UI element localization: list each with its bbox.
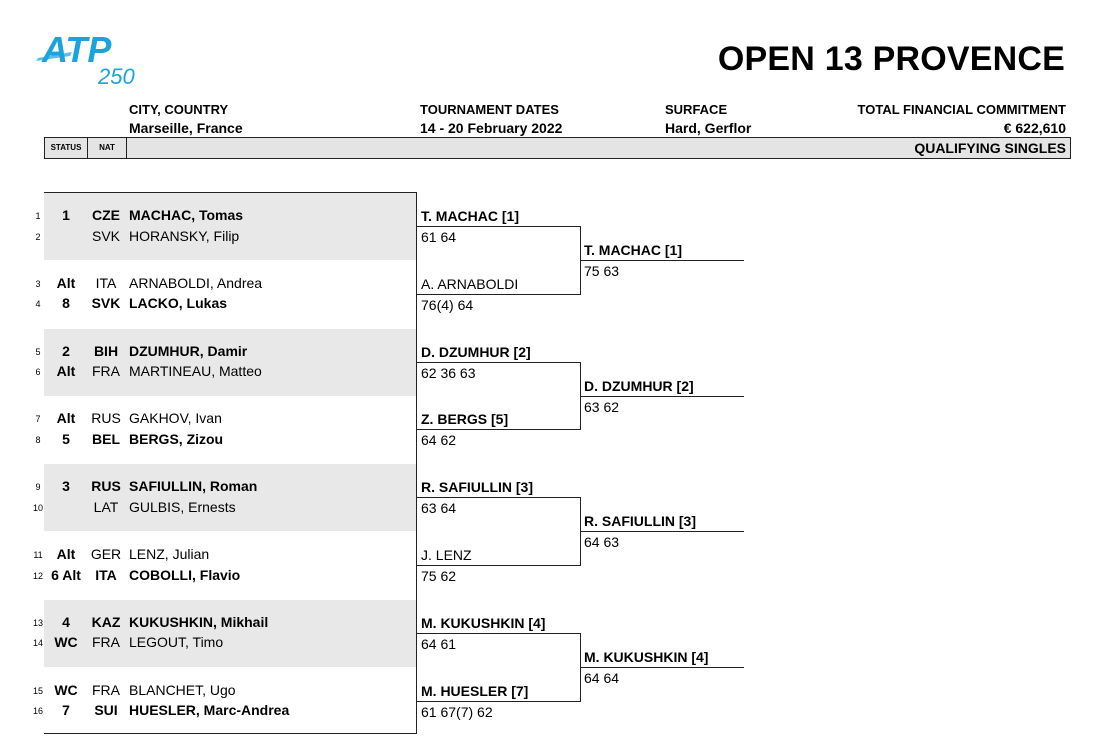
- logo-main-text: ATP: [42, 29, 112, 70]
- draw-position: 12: [32, 570, 43, 581]
- player-name: ARNABOLDI, Andrea: [129, 274, 263, 291]
- player-status: Alt: [56, 274, 76, 291]
- draw-position: 10: [32, 502, 43, 513]
- player-nationality: SUI: [94, 702, 118, 719]
- draw-position: 1: [35, 211, 41, 221]
- player-status: 4: [62, 613, 70, 630]
- round1-winner: A. ARNABOLDI: [421, 275, 519, 292]
- draw-position: 2: [35, 231, 41, 242]
- round1-line: [417, 294, 581, 295]
- player-status: Alt: [56, 410, 76, 427]
- commitment-label: TOTAL FINANCIAL COMMITMENT: [857, 102, 1066, 117]
- player-name: MACHAC, Tomas: [129, 207, 244, 223]
- player-name: LEGOUT, Timo: [129, 634, 224, 651]
- round1-winner: M. KUKUSHKIN [4]: [421, 614, 546, 631]
- status-column-header: STATUS: [45, 138, 88, 158]
- round1-line: [417, 565, 581, 566]
- city-label: CITY, COUNTRY: [129, 102, 229, 117]
- draw-top-line: [44, 192, 417, 193]
- tournament-title: OPEN 13 PROVENCE: [717, 40, 1065, 78]
- player-nationality: LAT: [93, 498, 119, 515]
- round1-score: 64 62: [421, 432, 457, 449]
- round1-score: 76(4) 64: [421, 296, 474, 313]
- round1-score: 61 67(7) 62: [421, 703, 493, 720]
- player-name: HUESLER, Marc-Andrea: [129, 702, 290, 719]
- logo-sub-text: 250: [98, 64, 135, 89]
- round2-winner: T. MACHAC [1]: [584, 242, 682, 258]
- round1-winner: J. LENZ: [421, 547, 472, 563]
- round1-line: [417, 701, 581, 702]
- player-nationality: BIH: [93, 342, 119, 359]
- nat-column-header: NAT: [88, 138, 127, 158]
- city-value: Marseille, France: [129, 120, 243, 136]
- atp-250-logo: [32, 28, 154, 90]
- dates-label: TOURNAMENT DATES: [420, 102, 559, 117]
- player-name: BERGS, Zizou: [129, 430, 224, 447]
- player-status: 5: [62, 430, 70, 447]
- player-nationality: FRA: [92, 634, 120, 651]
- shaded-band: [44, 329, 416, 396]
- player-name: BLANCHET, Ugo: [129, 681, 236, 698]
- round2-score: 75 63: [584, 263, 620, 279]
- player-name: LENZ, Julian: [129, 546, 210, 562]
- draw-position: 15: [32, 685, 43, 696]
- draw-position: 7: [35, 414, 41, 425]
- player-status: Alt: [56, 363, 76, 380]
- player-nationality: ITA: [95, 274, 117, 291]
- player-name: KUKUSHKIN, Mikhail: [129, 613, 269, 630]
- round2-winner: M. KUKUSHKIN [4]: [584, 648, 709, 665]
- round1-winner: T. MACHAC [1]: [421, 208, 519, 224]
- round1-score: 61 64: [421, 229, 457, 245]
- round1-winner: D. DZUMHUR [2]: [421, 343, 531, 360]
- player-nationality: SVK: [91, 227, 120, 244]
- round2-score: 63 62: [584, 398, 620, 415]
- round2-line: [580, 396, 744, 397]
- player-nationality: FRA: [92, 363, 120, 380]
- surface-label: SURFACE: [665, 102, 728, 117]
- player-nationality: GER: [90, 546, 122, 562]
- commitment-value: € 622,610: [1003, 120, 1066, 136]
- player-nationality: RUS: [91, 410, 121, 427]
- draw-position: 6: [35, 367, 41, 378]
- player-nationality: KAZ: [91, 613, 121, 630]
- player-name: SAFIULLIN, Roman: [129, 478, 258, 495]
- player-nationality: BEL: [92, 430, 120, 447]
- round1-winner: Z. BERGS [5]: [421, 411, 509, 428]
- round2-winner: D. DZUMHUR [2]: [584, 377, 694, 394]
- player-status: Alt: [56, 546, 76, 562]
- draw-position: 4: [35, 299, 41, 310]
- round1-score: 64 61: [421, 635, 457, 652]
- player-status: WC: [54, 634, 78, 651]
- round2-score: 64 64: [584, 669, 620, 686]
- player-name: GAKHOV, Ivan: [129, 410, 222, 427]
- shaded-band: [44, 464, 416, 531]
- draw-column-border: [416, 192, 417, 734]
- round1-score: 75 62: [421, 568, 457, 584]
- draw-position: 3: [35, 278, 41, 289]
- draw-position: 5: [35, 346, 41, 357]
- draw-position: 9: [35, 482, 41, 493]
- player-name: HORANSKY, Filip: [129, 227, 240, 244]
- round1-line: [417, 226, 581, 227]
- player-name: COBOLLI, Flavio: [129, 566, 241, 583]
- round1-line: [417, 429, 581, 430]
- player-status: 8: [62, 295, 70, 312]
- round2-score: 64 63: [584, 534, 620, 550]
- player-status: 6 Alt: [51, 566, 81, 583]
- round1-score: 63 64: [421, 500, 457, 517]
- player-status: 2: [62, 342, 70, 359]
- round2-line: [580, 667, 744, 668]
- draw-name: QUALIFYING SINGLES: [914, 140, 1066, 156]
- surface-value: Hard, Gerflor: [665, 120, 752, 136]
- player-nationality: SVK: [91, 295, 121, 312]
- player-nationality: CZE: [92, 207, 120, 223]
- player-name: MARTINEAU, Matteo: [129, 363, 262, 380]
- draw-position: 8: [35, 434, 41, 445]
- round2-line: [580, 531, 744, 532]
- player-status: 7: [62, 702, 70, 719]
- player-name: DZUMHUR, Damir: [129, 342, 248, 359]
- player-name: LACKO, Lukas: [129, 295, 228, 312]
- round1-winner: M. HUESLER [7]: [421, 682, 529, 699]
- player-nationality: RUS: [91, 478, 121, 495]
- draw-position: 14: [32, 638, 43, 649]
- draw-position: 16: [32, 706, 43, 717]
- shaded-band: [44, 193, 416, 260]
- player-status: 3: [62, 478, 70, 495]
- draw-header-bar: [44, 137, 1071, 159]
- dates-value: 14 - 20 February 2022: [420, 120, 563, 136]
- player-nationality: FRA: [92, 681, 120, 698]
- round1-winner: R. SAFIULLIN [3]: [421, 479, 533, 496]
- round1-score: 62 36 63: [421, 364, 476, 381]
- round1-line: [417, 633, 581, 634]
- draw-bottom-line: [44, 733, 417, 734]
- draw-position: 13: [32, 617, 43, 628]
- shaded-band: [44, 600, 416, 667]
- round1-line: [417, 497, 581, 498]
- draw-position: 11: [33, 550, 43, 560]
- player-name: GULBIS, Ernests: [129, 498, 236, 515]
- round2-winner: R. SAFIULLIN [3]: [584, 513, 696, 529]
- round2-line: [580, 260, 744, 261]
- round1-line: [417, 362, 581, 363]
- player-nationality: ITA: [95, 566, 117, 583]
- player-status: 1: [62, 207, 70, 223]
- player-status: WC: [54, 681, 78, 698]
